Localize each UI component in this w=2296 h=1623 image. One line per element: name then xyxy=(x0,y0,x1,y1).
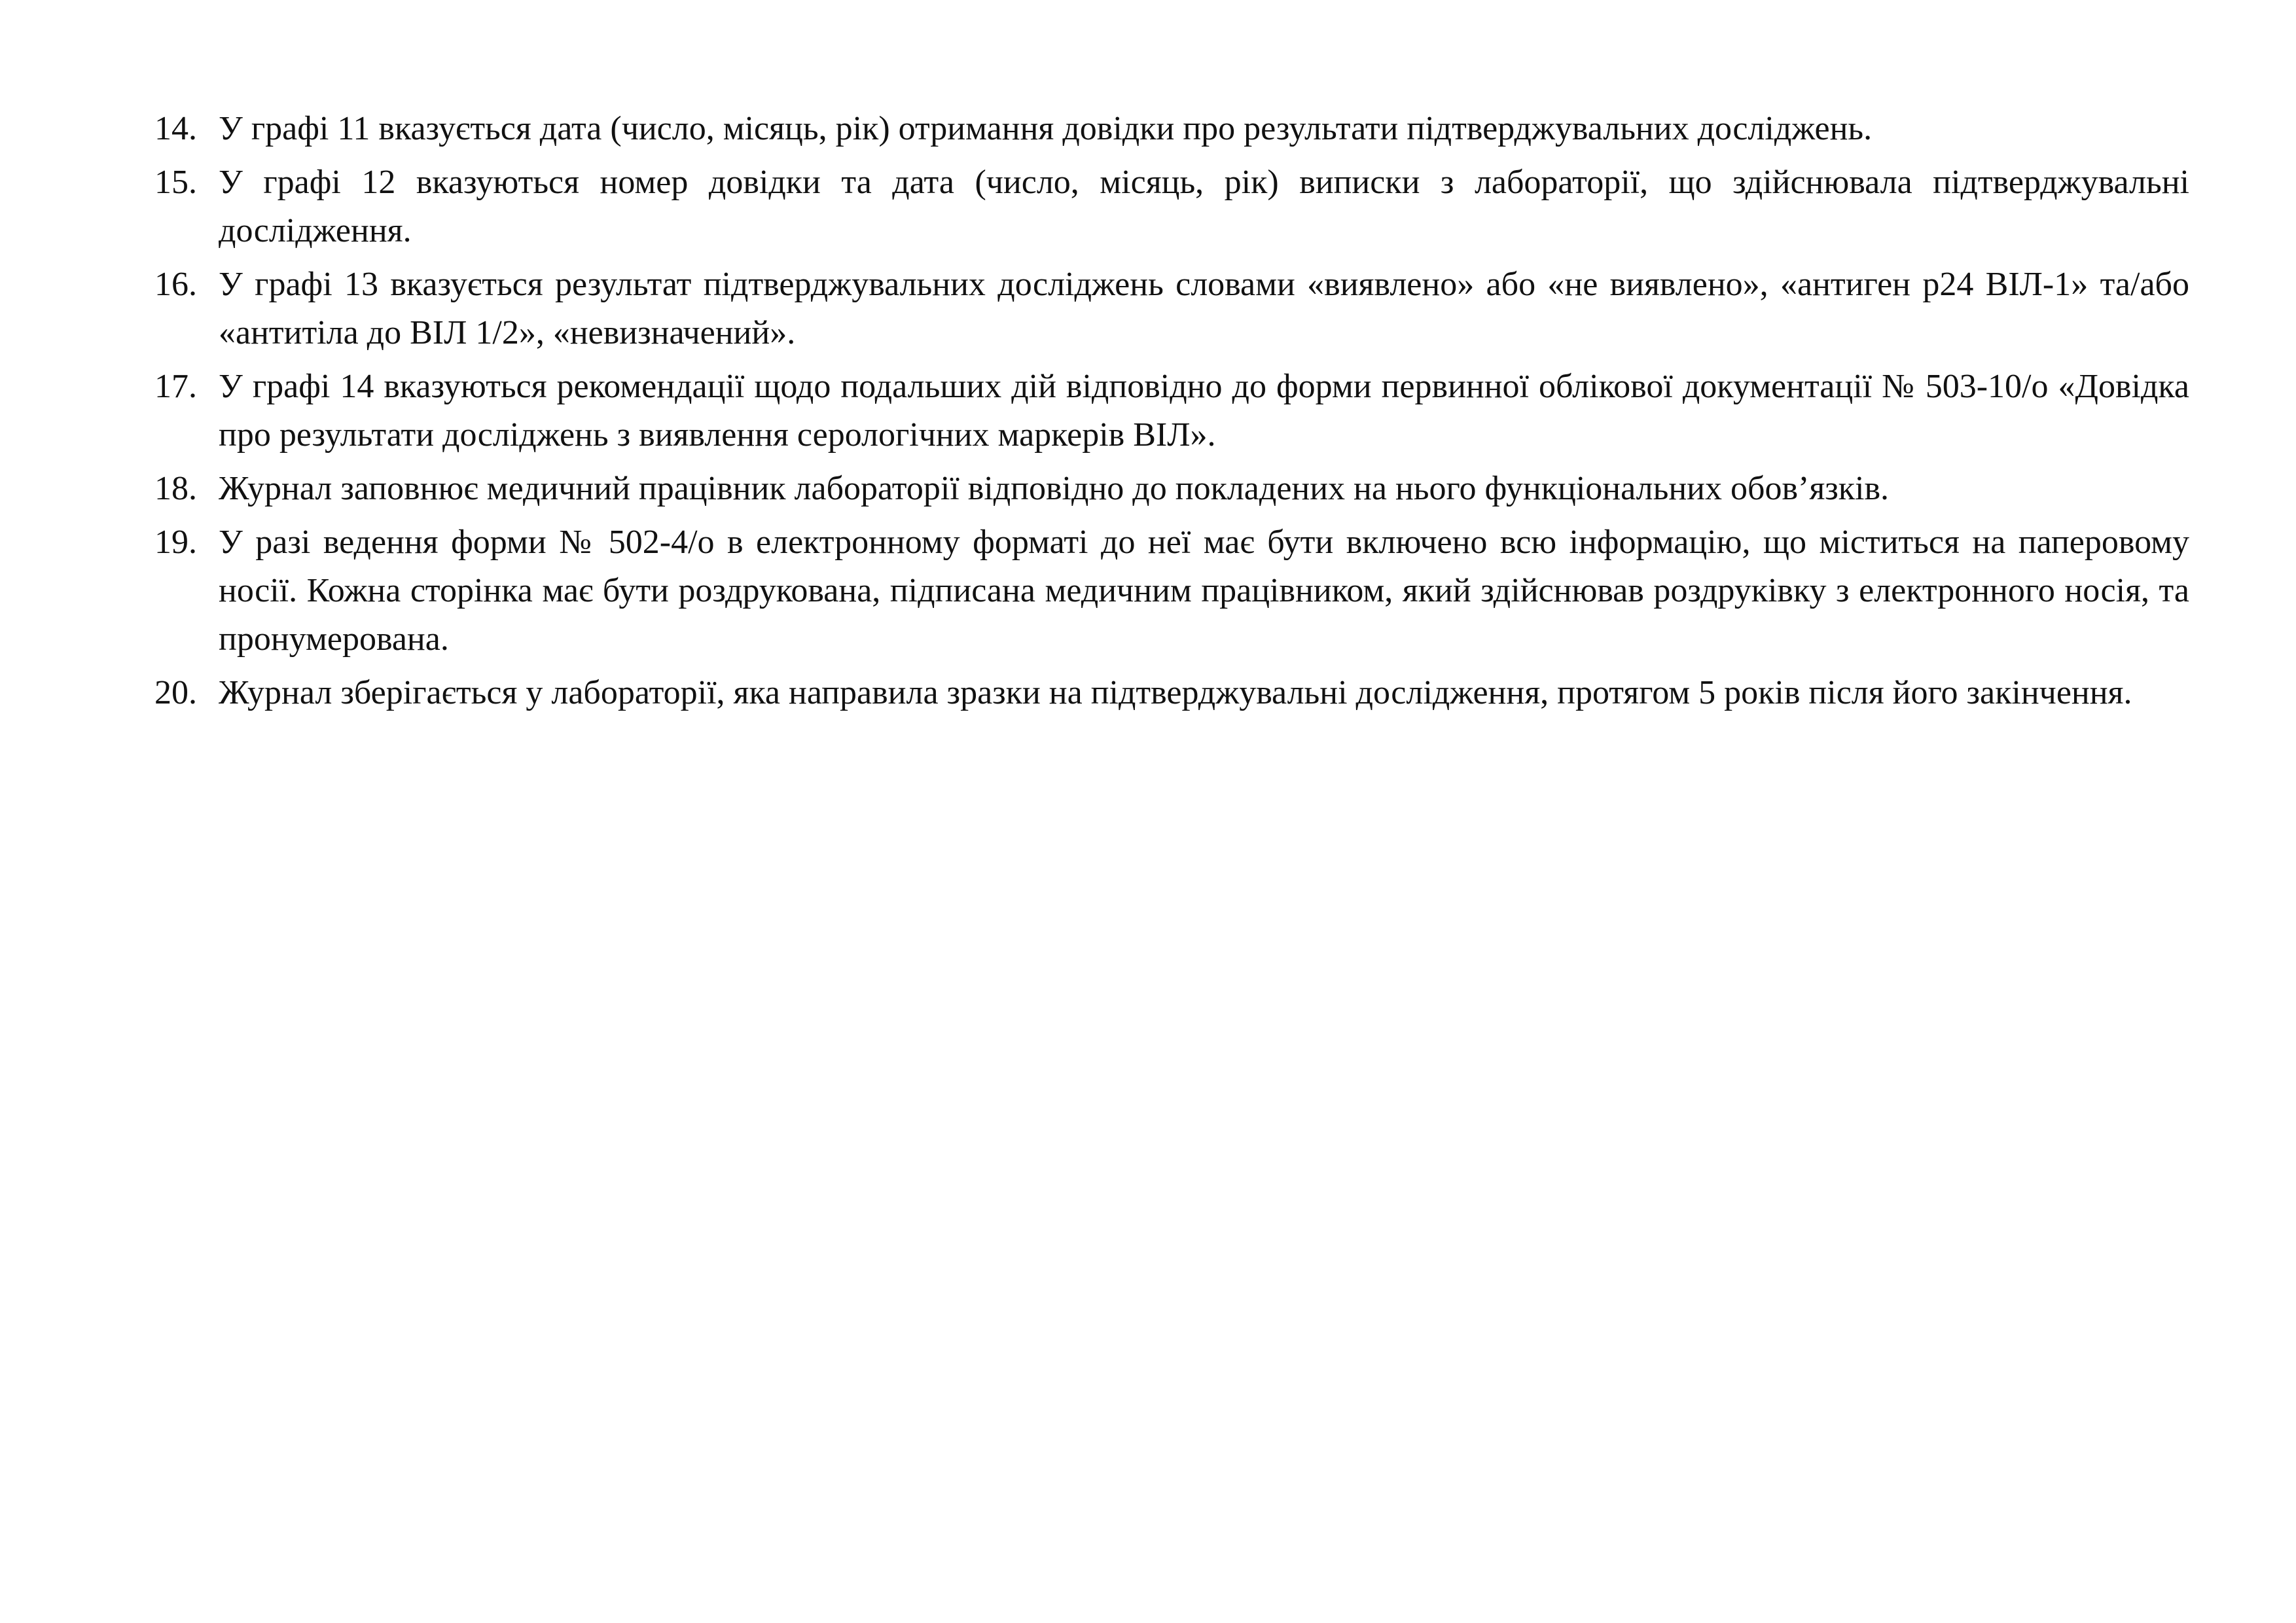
list-item-17 xyxy=(154,363,2189,459)
item-text: Журнал зберігається у лабораторії, яка направила зразки на підтверджувальні дослідження, протягом 5 років після його закінчення. xyxy=(219,674,2132,711)
item-text: У графі 14 вказуються рекомендації щодо подальших дій відповідно до форми первинної облікової документації № 503-10/о «Довідка про результати досліджень з виявлення серологічних маркерів ВІЛ». xyxy=(219,368,2189,454)
item-number: 14. xyxy=(154,110,197,147)
item-number: 20. xyxy=(154,674,197,711)
item-number: 17. xyxy=(154,368,197,405)
list-item-20 xyxy=(154,669,2189,717)
item-text: У разі ведення форми № 502-4/о в електронному форматі до неї має бути включено всю інформацію, що міститься на паперовому носії. Кожна сторінка має бути роздрукована, підписана медичним працівником, який здійснював роздруківку з електронного носія, та пронумерована. xyxy=(219,524,2189,658)
item-text: У графі 13 вказується результат підтверджувальних досліджень словами «виявлено» або «не виявлено», «антиген р24 ВІЛ-1» та/або «антитіла до ВІЛ 1/2», «невизначений». xyxy=(219,266,2189,351)
item-text: У графі 12 вказуються номер довідки та дата (число, місяць, рік) виписки з лабораторії, що здійснювала підтверджувальні дослідження. xyxy=(219,164,2189,249)
list-item-16 xyxy=(154,260,2189,357)
numbered-list xyxy=(154,105,2189,722)
item-number: 18. xyxy=(154,470,197,507)
list-item-14 xyxy=(154,105,2189,153)
item-number: 19. xyxy=(154,524,197,561)
item-text: Журнал заповнює медичний працівник лабораторії відповідно до покладених на нього функціональних обов’язків. xyxy=(219,470,1890,507)
list-item-15 xyxy=(154,158,2189,255)
item-number: 15. xyxy=(154,164,197,201)
list-item-19 xyxy=(154,518,2189,664)
item-text: У графі 11 вказується дата (число, місяць, рік) отримання довідки про результати підтверджувальних досліджень. xyxy=(219,110,1873,147)
item-number: 16. xyxy=(154,266,197,303)
list-item-18 xyxy=(154,465,2189,513)
